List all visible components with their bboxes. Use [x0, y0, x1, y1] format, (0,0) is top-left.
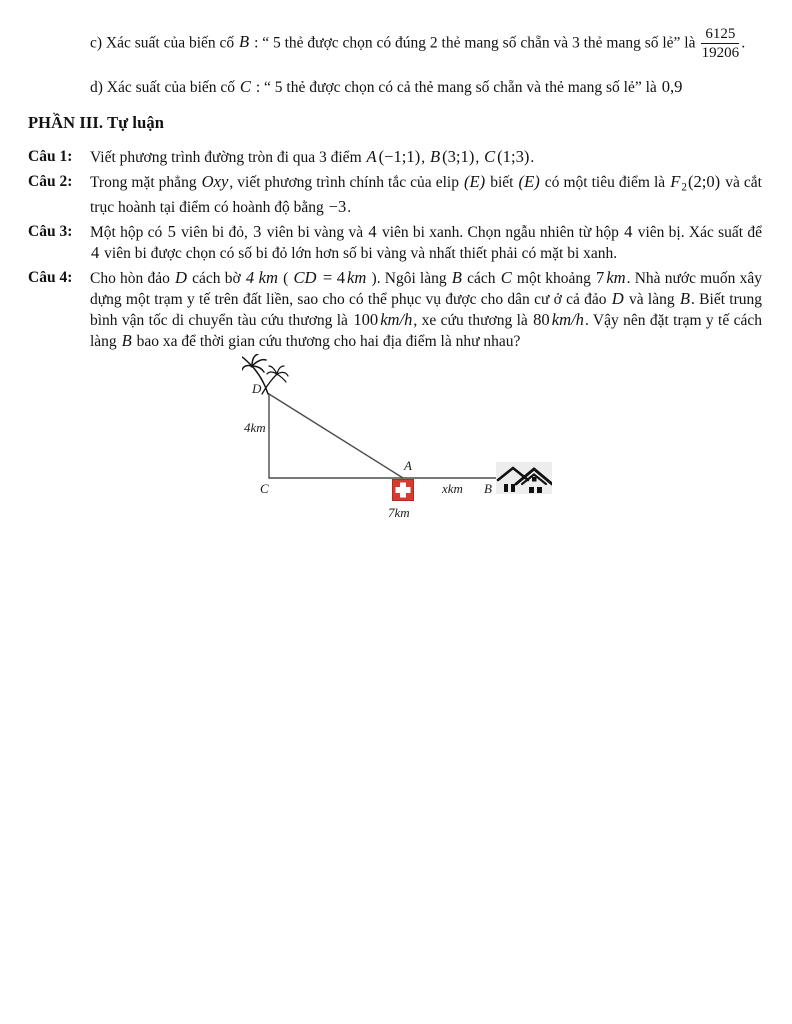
- question-1: [28, 147, 762, 168]
- village-point-label: B: [484, 481, 492, 497]
- probability-item-d: d) Xác suất của biến cố C : “ 5 thẻ được chọn có cả thẻ mang số chẵn và thẻ mang số lẻ” là 0,9: [90, 77, 683, 96]
- question-2-text: Trong mặt phẳng Oxy, viết phương trình chính tắc của elip (E) biết (E) có một tiêu điểm là $F_2(2;0)$ và cắt trục hoành tại điểm có hoành độ bằng −3.: [90, 172, 762, 217]
- village-houses-icon: [496, 460, 552, 496]
- question-2-label: Câu 2:: [28, 173, 73, 190]
- problem-figure: [240, 356, 562, 534]
- question-1-text: Viết phương trình đường tròn đi qua 3 điểm A (−1;1), B (3;1), C (1;3).: [90, 147, 535, 166]
- question-4: [28, 268, 762, 352]
- question-3: [28, 222, 762, 264]
- question-3-label: Câu 3:: [28, 223, 73, 241]
- fraction-value: $\frac{6125}{19206}$: [701, 26, 740, 62]
- palm-trees-icon: [242, 354, 290, 396]
- distance-label-7km: 7km: [388, 505, 410, 521]
- question-4-label: Câu 4:: [28, 269, 73, 287]
- question-2: [28, 172, 762, 218]
- island-point-label: D: [252, 381, 262, 397]
- station-point-label: A: [404, 458, 412, 474]
- shore-point-label: C: [260, 481, 269, 497]
- question-1-label: Câu 1:: [28, 148, 73, 165]
- distance-label-xkm: xkm: [442, 481, 463, 497]
- medical-cross-icon: [392, 479, 414, 501]
- distance-label-4km: 4km: [244, 420, 266, 436]
- question-3-text: Một hộp có 5 viên bi đỏ, 3 viên bi vàng và 4 viên bi xanh. Chọn ngẫu nhiên từ hộp 4 viên bị. Xác suất để 4 viên bi được chọn có số bi đỏ lớn hơn số bi vàng và nhất thiết phải có mặt bi xanh.: [90, 222, 763, 263]
- probability-item-c: c) Xác suất của biến cố B : “ 5 thẻ được chọn có đúng 2 thẻ mang số chẵn và 3 thẻ mang số lẻ” là $\frac{6125}{19206}$ .: [90, 26, 746, 62]
- question-4-text: Cho hòn đảo D cách bờ 4 km ( CD = 4 km ). Ngôi làng B cách C một khoảng 7 km. Nhà nước muốn xây dựng một trạm y tế trên đất liền, sao cho có thể phục vụ được cho dân cư ở cả đảo D và làng B. Biết trung bình vận tốc di chuyển tàu cứu thương là 100 km/h, xe cứu thương là 80 km/h. Vậy nên đặt trạm y tế cách làng B bao xa để thời gian cứu thương cho hai địa điểm là như nhau?: [90, 268, 762, 351]
- section-title: PHẦN III. Tự luận: [28, 113, 165, 132]
